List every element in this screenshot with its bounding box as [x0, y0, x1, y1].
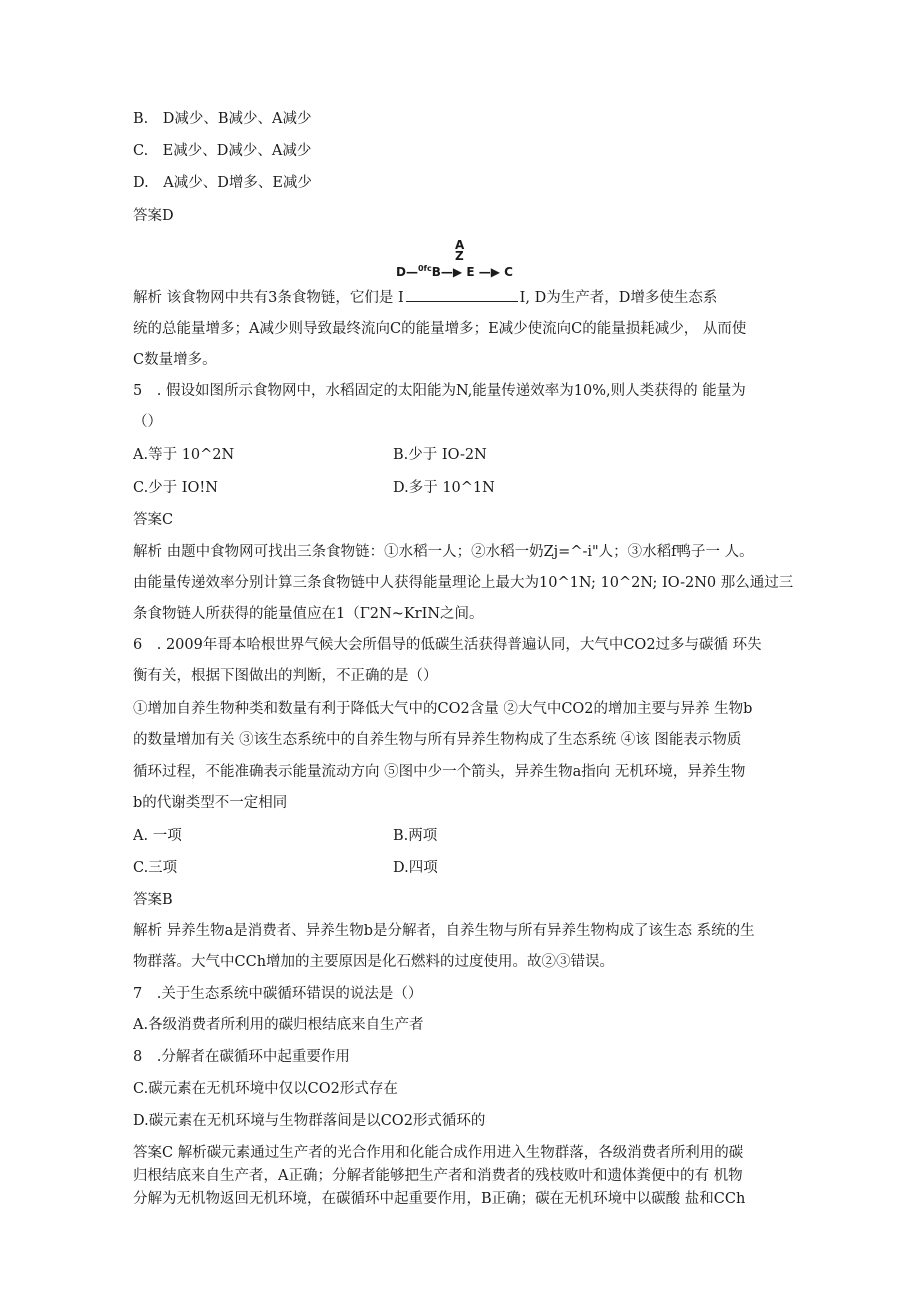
- diagram-chain: D—$^{0fc}$B—▶ E —▶ C: [396, 264, 513, 279]
- q5-analysis-line2: 由能量传递效率分别计算三条食物链中人获得能量理论上最大为10^1N; 10^2N; IO-2N0 那么通过三: [133, 575, 794, 591]
- q6-statement-line2: 的数量增加有关 ③该生态系统中的自养生物与所有异养生物构成了生态系统 ④该 图能表示物质: [133, 732, 742, 748]
- q6-option-a: A. 一项: [133, 828, 182, 844]
- q7-option-c: C.碳元素在无机环境中仅以CO2形式存在: [133, 1081, 398, 1097]
- q5-analysis-line1: 解析 由题中食物网可找出三条食物链：①水稻一人；②水稻一奶Zj=^-i"人；③水稻f鸭子一 人。: [133, 544, 754, 560]
- q5-stem-line1: 5 . 假设如图所示食物网中，水稻固定的太阳能为N,能量传递效率为10%,则人类获得的 能量为: [133, 383, 746, 399]
- q4-option-b: B. D减少、B减少、A减少: [133, 111, 312, 127]
- q4-option-d: D. A减少、D增多、E减少: [133, 175, 312, 191]
- q5-option-c: C.少于 IO!N: [133, 480, 218, 496]
- q6-stem-line1: 6 . 2009年哥本哈根世界气候大会所倡导的低碳生活获得普遍认同，大气中CO2过多与碳循 环失: [133, 637, 762, 653]
- q4-answer: 答案D: [133, 208, 174, 224]
- q6-statement-line4: b的代谢类型不一定相同: [133, 795, 288, 811]
- q6-statement-line1: ①增加自养生物种类和数量有利于降低大气中的CO2含量 ②大气中CO2的增加主要与异养 生物b: [133, 701, 753, 717]
- q6-option-c: C.三项: [133, 860, 178, 876]
- q7-answer-line3: 分解为无机物返回无机环境，在碳循环中起重要作用，B正确；碳在无机环境中以碳酸 盐和CCh: [133, 1191, 746, 1207]
- q4-analysis-line2: 统的总能量增多；A减少则导致最终流向C的能量增多；E减少使流向C的能量损耗减少， 从而使: [133, 321, 747, 337]
- answer-blank: [406, 288, 518, 302]
- q7-answer-line1: 答案C 解析碳元素通过生产者的光合作用和化能合成作用进入生物群落，各级消费者所利用的碳: [133, 1145, 744, 1161]
- q5-option-d: D.多于 10^1N: [393, 480, 495, 496]
- q5-answer: 答案C: [133, 512, 174, 528]
- q6-statement-line3: 循环过程，不能准确表示能量流动方向 ⑤图中少一个箭头，异养生物a指向 无机环境，异养生物: [133, 764, 746, 780]
- q6-answer: 答案B: [133, 892, 173, 908]
- q4-analysis-line3: C数量增多。: [133, 352, 217, 368]
- diagram-node-a: A: [455, 238, 465, 252]
- q5-analysis-line3: 条食物链人所获得的能量值应在1（Γ2N~KrIN之间。: [133, 606, 484, 622]
- q6-option-d: D.四项: [393, 860, 438, 876]
- q7-stem: 7 .关于生态系统中碳循环错误的说法是（）: [133, 986, 423, 1002]
- q4-option-c: C. E减少、D减少、A减少: [133, 143, 312, 159]
- q7-option-a: A.各级消费者所利用的碳归根结底来自生产者: [133, 1017, 424, 1033]
- q7-item-8: 8 .分解者在碳循环中起重要作用: [133, 1049, 350, 1065]
- q6-analysis-line1: 解析 异养生物a是消费者、异养生物b是分解者，自养生物与所有异养生物构成了该生态 系统的生: [133, 923, 755, 939]
- q6-analysis-line2: 物群落。大气中CCh增加的主要原因是化石燃料的过度使用。故②③错误。: [133, 954, 615, 970]
- q6-stem-line2: 衡有关，根据下图做出的判断，不正确的是（）: [133, 668, 438, 684]
- diagram-node-z: Z: [455, 249, 464, 263]
- q5-option-b: B.少于 IO-2N: [393, 447, 487, 463]
- q5-stem-line2: （）: [133, 414, 162, 430]
- q7-answer-line2: 归根结底来自生产者，A正确；分解者能够把生产者和消费者的残枝败叶和遗体粪便中的有 机物: [133, 1168, 743, 1184]
- q7-option-d: D.碳元素在无机环境与生物群落间是以CO2形式循环的: [133, 1113, 486, 1129]
- q4-analysis-line1: 解析 该食物网中共有3条食物链，它们是 I I, D为生产者，D增多使生态系: [133, 290, 718, 306]
- q6-option-b: B.两项: [393, 828, 438, 844]
- q5-option-a: A.等于 10^2N: [133, 447, 235, 463]
